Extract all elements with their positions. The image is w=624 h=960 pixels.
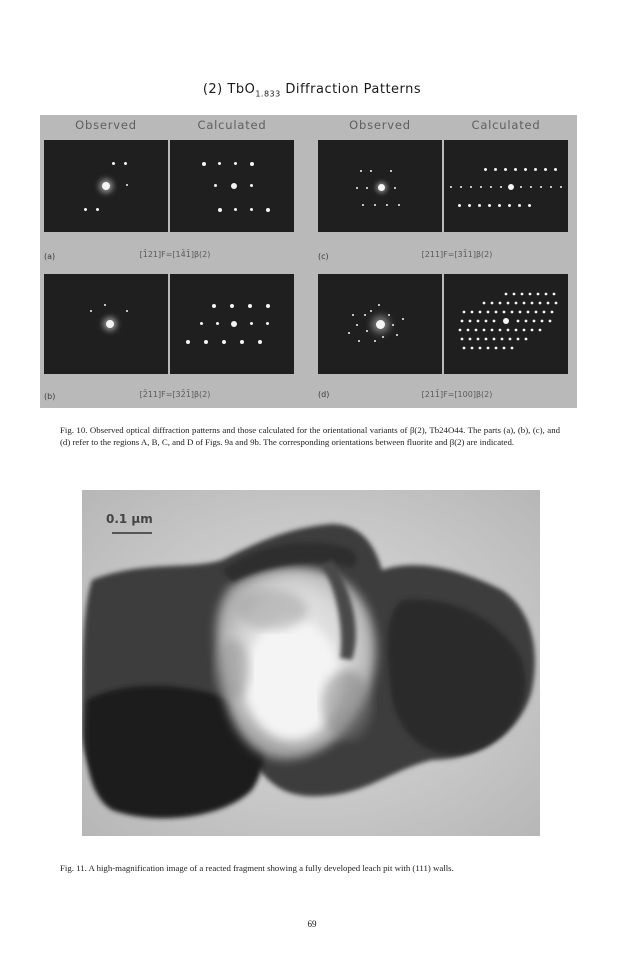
figure-10-title-prefix: (2) TbO (202, 82, 256, 97)
panel-label-c: (c) (318, 252, 329, 261)
figure-10-title-suffix: Diffraction Patterns (280, 82, 422, 97)
scale-bar (112, 532, 152, 534)
diffraction-frame-b-calculated (170, 274, 294, 374)
diffraction-frame-a-observed (44, 140, 168, 232)
diffraction-frame-a-calculated (170, 140, 294, 232)
spot-lattice-d (444, 274, 568, 374)
column-header-observed-left: Observed (75, 118, 137, 132)
column-header-calculated-left: Calculated (197, 118, 267, 132)
scale-bar-label: 0.1 µm (106, 512, 153, 526)
panel-label-b: (b) (44, 392, 56, 401)
diffraction-frame-c-calculated (444, 140, 568, 232)
column-header-observed-right: Observed (349, 118, 411, 132)
diffraction-frame-c-observed (318, 140, 442, 232)
orientation-label-d: [211̄]F=[100]β(2) (421, 390, 493, 399)
diffraction-frame-d-calculated (444, 274, 568, 374)
figure-11-micrograph (82, 490, 540, 836)
figure-10-title (0, 82, 624, 99)
diffraction-frame-d-observed (318, 274, 442, 374)
figure-11-caption: Fig. 11. A high-magnification image of a reacted fragment showing a fully developed leach pit with (111) walls. (60, 863, 454, 873)
figure-10-title-subscript: 1.833 (255, 89, 281, 99)
micrograph-image (82, 490, 540, 836)
column-header-calculated-right: Calculated (471, 118, 541, 132)
panel-label-d: (d) (318, 390, 330, 399)
orientation-label-c: [211]F=[31̄1]β(2) (421, 250, 493, 259)
page-number: 69 (307, 919, 317, 929)
figure-10-caption: Fig. 10. Observed optical diffraction patterns and those calculated for the orientational variants of β(2), Tb24O44. The parts (a), (b), (c), and (d) refer to the regions A, B, C, and D of Figs. 9a and 9b. The corresponding orientations between fluorite and β(2) are indicated. (60, 425, 560, 447)
diffraction-frame-b-observed (44, 274, 168, 374)
panel-label-a: (a) (44, 252, 56, 261)
orientation-label-a: [1̄21]F=[14̄1̄]β(2) (139, 250, 211, 259)
orientation-label-b: [2̄11]F=[32̄1̄]β(2) (139, 390, 211, 399)
